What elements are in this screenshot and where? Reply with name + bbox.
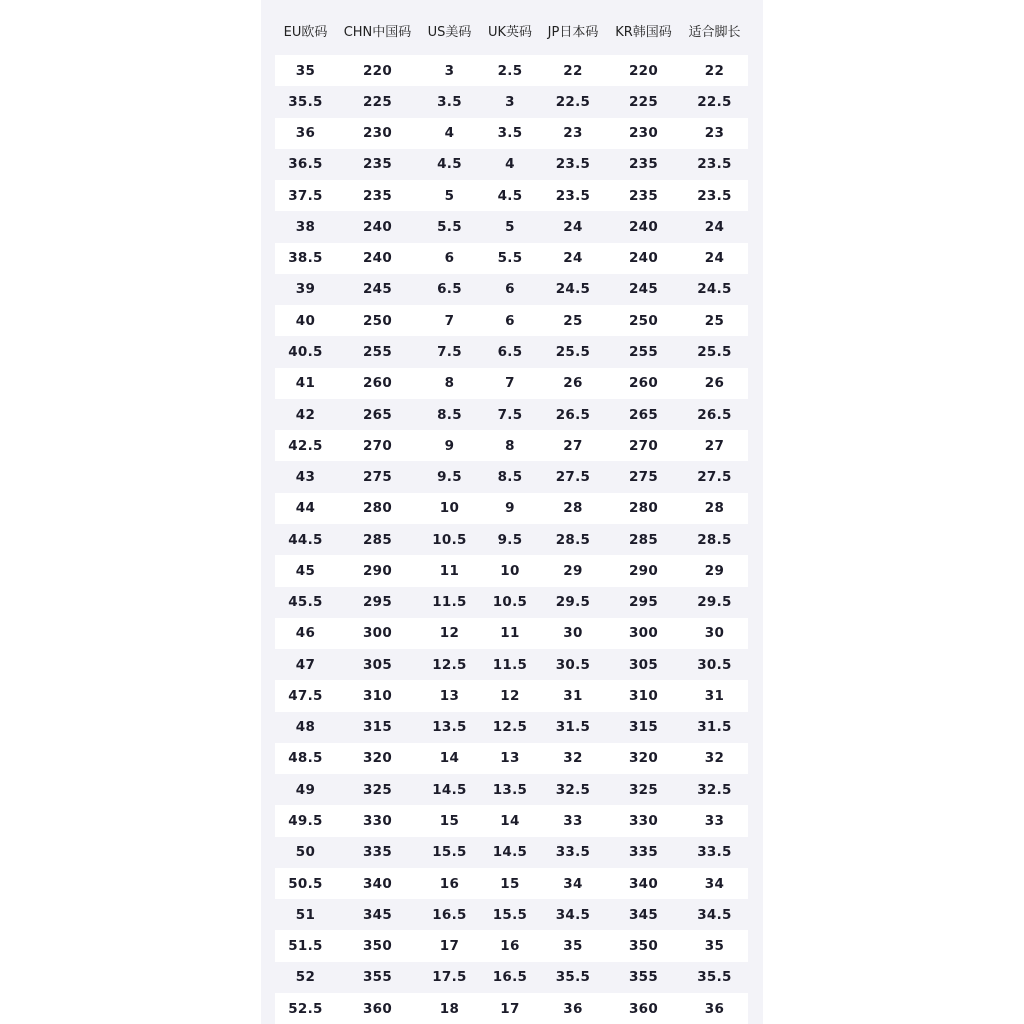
us-size-cell: 14.5	[419, 774, 480, 805]
jp-size-cell: 25.5	[540, 336, 606, 367]
foot-length-cell: 25.5	[681, 336, 748, 367]
us-size-cell: 6	[419, 243, 480, 274]
uk-size-cell: 6	[480, 305, 540, 336]
us-size-cell: 17	[419, 930, 480, 961]
foot-length-cell: 24	[681, 211, 748, 242]
chn-size-cell: 300	[336, 618, 419, 649]
foot-length-cell: 33.5	[681, 837, 748, 868]
chn-size-cell: 280	[336, 493, 419, 524]
table-row	[275, 743, 748, 774]
table-row	[275, 712, 748, 743]
size-chart-panel	[261, 0, 763, 1024]
table-row	[275, 211, 748, 242]
us-size-cell: 13.5	[419, 712, 480, 743]
table-row	[275, 680, 748, 711]
kr-size-cell: 320	[606, 743, 681, 774]
chn-size-cell: 260	[336, 368, 419, 399]
table-row	[275, 993, 748, 1024]
chn-size-cell: 350	[336, 930, 419, 961]
foot-length-cell: 32.5	[681, 774, 748, 805]
table-body	[275, 55, 748, 1024]
table-row	[275, 55, 748, 86]
eu-size-cell: 49	[275, 774, 336, 805]
table-row	[275, 618, 748, 649]
header-uk-size: UK英码	[487, 24, 533, 40]
chn-size-cell: 355	[336, 962, 419, 993]
foot-length-cell: 30	[681, 618, 748, 649]
eu-size-cell: 50.5	[275, 868, 336, 899]
foot-length-cell: 34.5	[681, 899, 748, 930]
table-row	[275, 118, 748, 149]
header-jp-size: JP日本码	[547, 24, 599, 40]
eu-size-cell: 36	[275, 118, 336, 149]
uk-size-cell: 6	[480, 274, 540, 305]
us-size-cell: 6.5	[419, 274, 480, 305]
jp-size-cell: 28.5	[540, 524, 606, 555]
us-size-cell: 8.5	[419, 399, 480, 430]
us-size-cell: 3	[419, 55, 480, 86]
eu-size-cell: 37.5	[275, 180, 336, 211]
kr-size-cell: 295	[606, 587, 681, 618]
uk-size-cell: 9.5	[480, 524, 540, 555]
jp-size-cell: 27	[540, 430, 606, 461]
uk-size-cell: 13	[480, 743, 540, 774]
uk-size-cell: 2.5	[480, 55, 540, 86]
kr-size-cell: 345	[606, 899, 681, 930]
jp-size-cell: 23	[540, 118, 606, 149]
eu-size-cell: 50	[275, 837, 336, 868]
kr-size-cell: 280	[606, 493, 681, 524]
kr-size-cell: 260	[606, 368, 681, 399]
us-size-cell: 16	[419, 868, 480, 899]
header-us-size: US美码	[427, 24, 472, 40]
uk-size-cell: 5.5	[480, 243, 540, 274]
foot-length-cell: 22	[681, 55, 748, 86]
uk-size-cell: 10	[480, 555, 540, 586]
chn-size-cell: 325	[336, 774, 419, 805]
kr-size-cell: 310	[606, 680, 681, 711]
eu-size-cell: 41	[275, 368, 336, 399]
eu-size-cell: 49.5	[275, 805, 336, 836]
kr-size-cell: 235	[606, 180, 681, 211]
uk-size-cell: 3	[480, 86, 540, 117]
foot-length-cell: 29	[681, 555, 748, 586]
jp-size-cell: 23.5	[540, 149, 606, 180]
eu-size-cell: 36.5	[275, 149, 336, 180]
us-size-cell: 4	[419, 118, 480, 149]
jp-size-cell: 24	[540, 211, 606, 242]
jp-size-cell: 25	[540, 305, 606, 336]
uk-size-cell: 4	[480, 149, 540, 180]
chn-size-cell: 340	[336, 868, 419, 899]
table-row	[275, 493, 748, 524]
kr-size-cell: 300	[606, 618, 681, 649]
chn-size-cell: 245	[336, 274, 419, 305]
chn-size-cell: 275	[336, 461, 419, 492]
foot-length-cell: 26	[681, 368, 748, 399]
us-size-cell: 12	[419, 618, 480, 649]
jp-size-cell: 35.5	[540, 962, 606, 993]
us-size-cell: 9	[419, 430, 480, 461]
header-eu-size: EU欧码	[283, 24, 328, 40]
us-size-cell: 3.5	[419, 86, 480, 117]
chn-size-cell: 320	[336, 743, 419, 774]
eu-size-cell: 48	[275, 712, 336, 743]
jp-size-cell: 32	[540, 743, 606, 774]
eu-size-cell: 35.5	[275, 86, 336, 117]
jp-size-cell: 30.5	[540, 649, 606, 680]
us-size-cell: 5	[419, 180, 480, 211]
chn-size-cell: 305	[336, 649, 419, 680]
jp-size-cell: 36	[540, 993, 606, 1024]
kr-size-cell: 235	[606, 149, 681, 180]
eu-size-cell: 42	[275, 399, 336, 430]
kr-size-cell: 240	[606, 211, 681, 242]
uk-size-cell: 8.5	[480, 461, 540, 492]
eu-size-cell: 44.5	[275, 524, 336, 555]
foot-length-cell: 34	[681, 868, 748, 899]
us-size-cell: 10	[419, 493, 480, 524]
jp-size-cell: 34	[540, 868, 606, 899]
us-size-cell: 15.5	[419, 837, 480, 868]
jp-size-cell: 24.5	[540, 274, 606, 305]
foot-length-cell: 22.5	[681, 86, 748, 117]
foot-length-cell: 35	[681, 930, 748, 961]
us-size-cell: 11.5	[419, 587, 480, 618]
chn-size-cell: 335	[336, 837, 419, 868]
kr-size-cell: 360	[606, 993, 681, 1024]
table-row	[275, 86, 748, 117]
uk-size-cell: 4.5	[480, 180, 540, 211]
table-row	[275, 399, 748, 430]
kr-size-cell: 325	[606, 774, 681, 805]
eu-size-cell: 38.5	[275, 243, 336, 274]
uk-size-cell: 7.5	[480, 399, 540, 430]
table-row	[275, 180, 748, 211]
chn-size-cell: 235	[336, 149, 419, 180]
uk-size-cell: 14.5	[480, 837, 540, 868]
uk-size-cell: 8	[480, 430, 540, 461]
us-size-cell: 10.5	[419, 524, 480, 555]
uk-size-cell: 3.5	[480, 118, 540, 149]
jp-size-cell: 33.5	[540, 837, 606, 868]
table-row	[275, 430, 748, 461]
jp-size-cell: 23.5	[540, 180, 606, 211]
jp-size-cell: 27.5	[540, 461, 606, 492]
eu-size-cell: 45	[275, 555, 336, 586]
jp-size-cell: 30	[540, 618, 606, 649]
kr-size-cell: 230	[606, 118, 681, 149]
table-row	[275, 555, 748, 586]
kr-size-cell: 285	[606, 524, 681, 555]
us-size-cell: 18	[419, 993, 480, 1024]
jp-size-cell: 22	[540, 55, 606, 86]
table-row	[275, 305, 748, 336]
table-row	[275, 962, 748, 993]
kr-size-cell: 355	[606, 962, 681, 993]
kr-size-cell: 270	[606, 430, 681, 461]
uk-size-cell: 9	[480, 493, 540, 524]
us-size-cell: 17.5	[419, 962, 480, 993]
foot-length-cell: 28.5	[681, 524, 748, 555]
chn-size-cell: 225	[336, 86, 419, 117]
header-chn-size: CHN中国码	[343, 24, 412, 40]
chn-size-cell: 285	[336, 524, 419, 555]
table-row	[275, 805, 748, 836]
kr-size-cell: 330	[606, 805, 681, 836]
foot-length-cell: 28	[681, 493, 748, 524]
jp-size-cell: 31	[540, 680, 606, 711]
kr-size-cell: 305	[606, 649, 681, 680]
uk-size-cell: 12	[480, 680, 540, 711]
eu-size-cell: 35	[275, 55, 336, 86]
us-size-cell: 11	[419, 555, 480, 586]
foot-length-cell: 25	[681, 305, 748, 336]
kr-size-cell: 255	[606, 336, 681, 367]
jp-size-cell: 29.5	[540, 587, 606, 618]
kr-size-cell: 245	[606, 274, 681, 305]
us-size-cell: 15	[419, 805, 480, 836]
us-size-cell: 16.5	[419, 899, 480, 930]
foot-length-cell: 23	[681, 118, 748, 149]
foot-length-cell: 23.5	[681, 149, 748, 180]
us-size-cell: 4.5	[419, 149, 480, 180]
eu-size-cell: 47.5	[275, 680, 336, 711]
table-row	[275, 149, 748, 180]
eu-size-cell: 51	[275, 899, 336, 930]
us-size-cell: 13	[419, 680, 480, 711]
eu-size-cell: 52	[275, 962, 336, 993]
us-size-cell: 14	[419, 743, 480, 774]
uk-size-cell: 13.5	[480, 774, 540, 805]
table-row	[275, 868, 748, 899]
foot-length-cell: 32	[681, 743, 748, 774]
uk-size-cell: 7	[480, 368, 540, 399]
us-size-cell: 12.5	[419, 649, 480, 680]
foot-length-cell: 27.5	[681, 461, 748, 492]
kr-size-cell: 265	[606, 399, 681, 430]
table-row	[275, 649, 748, 680]
kr-size-cell: 350	[606, 930, 681, 961]
table-row	[275, 336, 748, 367]
eu-size-cell: 43	[275, 461, 336, 492]
foot-length-cell: 36	[681, 993, 748, 1024]
table-row	[275, 274, 748, 305]
uk-size-cell: 15.5	[480, 899, 540, 930]
eu-size-cell: 48.5	[275, 743, 336, 774]
table-row	[275, 587, 748, 618]
foot-length-cell: 35.5	[681, 962, 748, 993]
header-kr-size: KR韩国码	[615, 24, 672, 40]
chn-size-cell: 250	[336, 305, 419, 336]
us-size-cell: 8	[419, 368, 480, 399]
foot-length-cell: 24	[681, 243, 748, 274]
us-size-cell: 5.5	[419, 211, 480, 242]
jp-size-cell: 32.5	[540, 774, 606, 805]
kr-size-cell: 275	[606, 461, 681, 492]
chn-size-cell: 240	[336, 211, 419, 242]
table-row	[275, 837, 748, 868]
eu-size-cell: 51.5	[275, 930, 336, 961]
us-size-cell: 7.5	[419, 336, 480, 367]
uk-size-cell: 6.5	[480, 336, 540, 367]
chn-size-cell: 330	[336, 805, 419, 836]
uk-size-cell: 11.5	[480, 649, 540, 680]
chn-size-cell: 230	[336, 118, 419, 149]
chn-size-cell: 220	[336, 55, 419, 86]
jp-size-cell: 26.5	[540, 399, 606, 430]
foot-length-cell: 30.5	[681, 649, 748, 680]
kr-size-cell: 250	[606, 305, 681, 336]
foot-length-cell: 31	[681, 680, 748, 711]
chn-size-cell: 265	[336, 399, 419, 430]
table-row	[275, 461, 748, 492]
uk-size-cell: 11	[480, 618, 540, 649]
uk-size-cell: 14	[480, 805, 540, 836]
chn-size-cell: 315	[336, 712, 419, 743]
jp-size-cell: 35	[540, 930, 606, 961]
uk-size-cell: 16	[480, 930, 540, 961]
table-row	[275, 524, 748, 555]
chn-size-cell: 255	[336, 336, 419, 367]
chn-size-cell: 235	[336, 180, 419, 211]
uk-size-cell: 12.5	[480, 712, 540, 743]
kr-size-cell: 340	[606, 868, 681, 899]
jp-size-cell: 34.5	[540, 899, 606, 930]
chn-size-cell: 360	[336, 993, 419, 1024]
eu-size-cell: 39	[275, 274, 336, 305]
eu-size-cell: 40	[275, 305, 336, 336]
chn-size-cell: 290	[336, 555, 419, 586]
foot-length-cell: 26.5	[681, 399, 748, 430]
uk-size-cell: 5	[480, 211, 540, 242]
header-foot-length: 适合脚长	[688, 24, 741, 40]
eu-size-cell: 46	[275, 618, 336, 649]
kr-size-cell: 225	[606, 86, 681, 117]
eu-size-cell: 45.5	[275, 587, 336, 618]
table-header	[275, 10, 748, 55]
table-row	[275, 899, 748, 930]
foot-length-cell: 33	[681, 805, 748, 836]
eu-size-cell: 44	[275, 493, 336, 524]
size-conversion-table	[275, 10, 748, 1024]
jp-size-cell: 29	[540, 555, 606, 586]
eu-size-cell: 47	[275, 649, 336, 680]
eu-size-cell: 42.5	[275, 430, 336, 461]
jp-size-cell: 24	[540, 243, 606, 274]
kr-size-cell: 220	[606, 55, 681, 86]
chn-size-cell: 295	[336, 587, 419, 618]
eu-size-cell: 40.5	[275, 336, 336, 367]
eu-size-cell: 52.5	[275, 993, 336, 1024]
chn-size-cell: 310	[336, 680, 419, 711]
foot-length-cell: 27	[681, 430, 748, 461]
jp-size-cell: 31.5	[540, 712, 606, 743]
chn-size-cell: 240	[336, 243, 419, 274]
table-row	[275, 930, 748, 961]
kr-size-cell: 240	[606, 243, 681, 274]
foot-length-cell: 31.5	[681, 712, 748, 743]
foot-length-cell: 23.5	[681, 180, 748, 211]
jp-size-cell: 28	[540, 493, 606, 524]
kr-size-cell: 290	[606, 555, 681, 586]
kr-size-cell: 315	[606, 712, 681, 743]
uk-size-cell: 16.5	[480, 962, 540, 993]
uk-size-cell: 10.5	[480, 587, 540, 618]
table-row	[275, 243, 748, 274]
header-row	[275, 10, 748, 55]
uk-size-cell: 15	[480, 868, 540, 899]
kr-size-cell: 335	[606, 837, 681, 868]
table-row	[275, 368, 748, 399]
foot-length-cell: 24.5	[681, 274, 748, 305]
uk-size-cell: 17	[480, 993, 540, 1024]
jp-size-cell: 26	[540, 368, 606, 399]
us-size-cell: 9.5	[419, 461, 480, 492]
us-size-cell: 7	[419, 305, 480, 336]
chn-size-cell: 345	[336, 899, 419, 930]
chn-size-cell: 270	[336, 430, 419, 461]
eu-size-cell: 38	[275, 211, 336, 242]
jp-size-cell: 33	[540, 805, 606, 836]
table-row	[275, 774, 748, 805]
foot-length-cell: 29.5	[681, 587, 748, 618]
jp-size-cell: 22.5	[540, 86, 606, 117]
